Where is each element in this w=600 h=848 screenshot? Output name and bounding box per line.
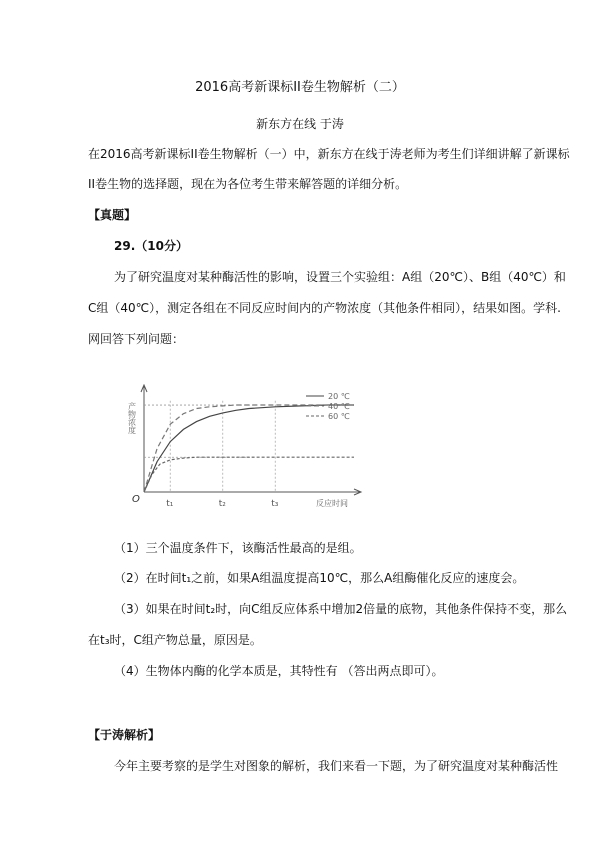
sub-question-3-cont: 在t₃时，C组产物总量，原因是。 — [88, 633, 262, 647]
document-title: 2016高考新课标II卷生物解析（二） — [195, 80, 405, 95]
x-tick-label-2: t₂ — [218, 499, 226, 509]
enzyme-activity-chart — [108, 380, 368, 520]
series-line-1 — [144, 405, 354, 492]
section-heading-question: 【真题】 — [88, 208, 137, 222]
series-line-3 — [144, 457, 354, 492]
legend-label-2: 40 ℃ — [328, 402, 350, 411]
legend-label-1: 20 ℃ — [328, 392, 350, 401]
y-axis-label: 产物浓度 — [127, 402, 137, 434]
x-tick-label-3: t₃ — [271, 499, 279, 509]
series-line-2 — [144, 405, 354, 492]
question-text-line-1: 为了研究温度对某种酶活性的影响，设置三个实验组：A组（20℃）、B组（40℃）和 — [114, 270, 566, 284]
x-axis-label: 反应时间 — [316, 499, 348, 508]
intro-line-1: 在2016高考新课标II卷生物解析（一）中，新东方在线于涛老师为考生们详细讲解了新课标 — [88, 147, 570, 161]
chart-series — [144, 405, 354, 492]
sub-question-4: （4）生物体内酶的化学本质是，其特性有 （答出两点即可）。 — [114, 664, 444, 678]
question-number: 29.（10分） — [114, 239, 188, 253]
sub-question-3: （3）如果在时间t₂时，向C组反应体系中增加2倍量的底物，其他条件保持不变，那么 — [114, 602, 568, 616]
sub-question-2: （2）在时间t₁之前，如果A组温度提高10℃，那么A组酶催化反应的速度会。 — [114, 571, 525, 585]
chart-guides — [144, 401, 275, 492]
x-tick-label-1: t₁ — [166, 499, 174, 509]
analysis-text: 今年主要考察的是学生对图象的解析，我们来看一下题，为了研究温度对某种酶活性 — [114, 759, 559, 773]
legend-label-3: 60 ℃ — [328, 412, 350, 421]
question-text-line-2: C组（40℃），测定各组在不同反应时间内的产物浓度（其他条件相同），结果如图。学科. — [88, 301, 561, 315]
section-heading-analysis: 【于涛解析】 — [88, 728, 161, 742]
byline: 新东方在线 于涛 — [256, 117, 344, 131]
sub-question-1: （1）三个温度条件下，该酶活性最高的是组。 — [114, 541, 362, 555]
chart-labels — [128, 401, 349, 509]
origin-label: O — [132, 494, 140, 505]
chart-legend — [306, 392, 350, 421]
intro-line-2: II卷生物的选择题，现在为各位考生带来解答题的详细分析。 — [88, 177, 408, 191]
question-text-line-3: 网回答下列问题： — [88, 332, 185, 346]
